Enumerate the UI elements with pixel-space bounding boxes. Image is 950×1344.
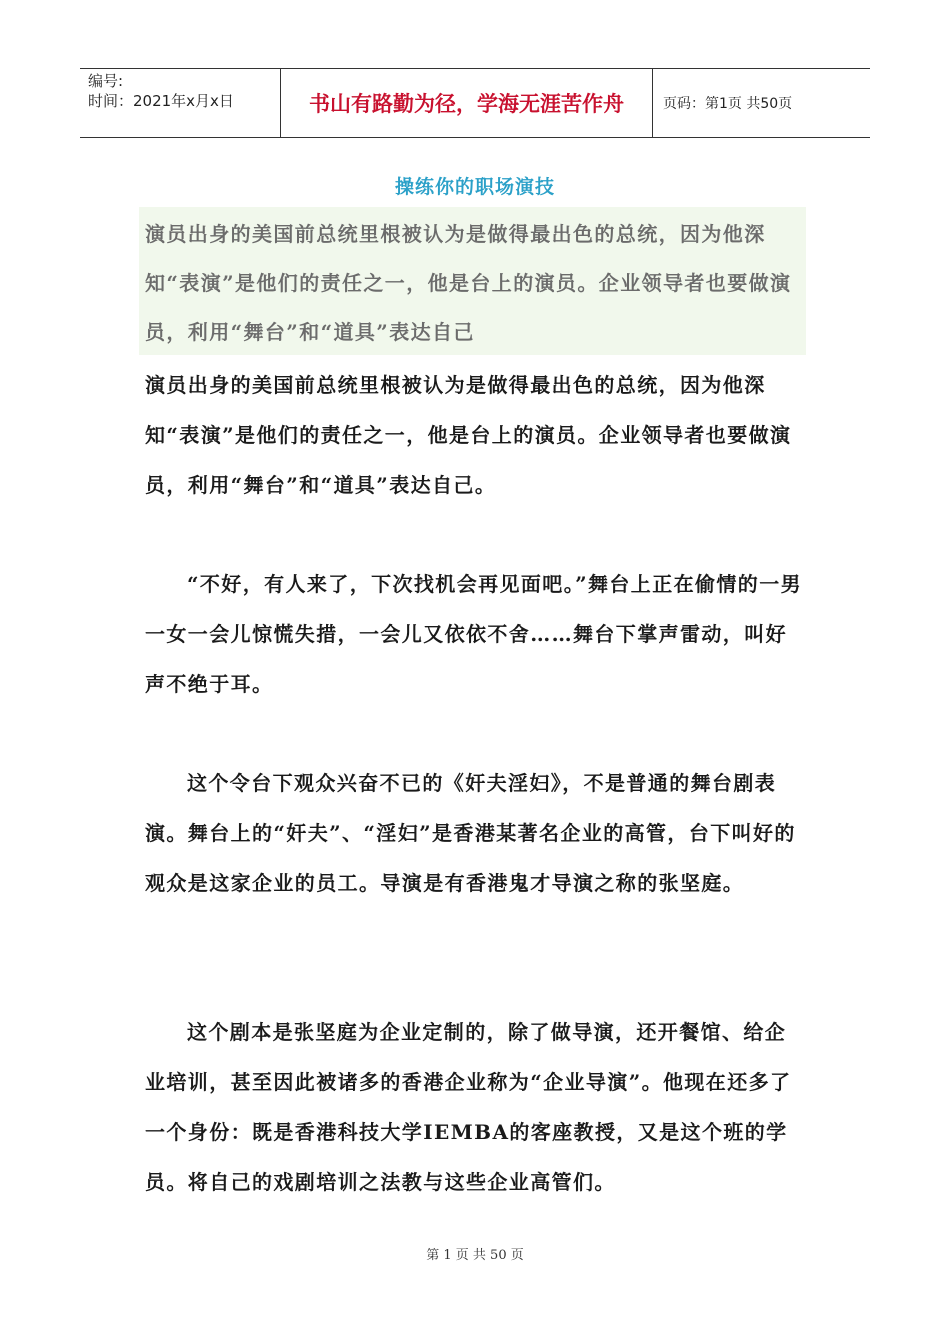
number-label: 编号: xyxy=(88,72,124,90)
header-meta xyxy=(80,69,281,137)
summary-box xyxy=(139,207,806,355)
page-footer: 第 1 页 共 50 页 xyxy=(426,1248,524,1263)
summary-text: 演员出身的美国前总统里根被认为是做得最出色的总统，因为他深知“表演”是他们的责任之一，他是台上的演员。企业领导者也要做演员，利用“舞台”和“道具”表达自己 xyxy=(145,222,792,344)
header-page-info: 页码：第1页 共50页 xyxy=(663,96,793,112)
time-label: 时间：2021年x月x日 xyxy=(88,92,234,110)
header-motto: 书山有路勤为径，学海无涯苦作舟 xyxy=(281,69,653,137)
paragraph-2: “不好，有人来了，下次找机会再见面吧。”舞台上正在偷情的一男一女一会儿惊慌失措，一会儿又依依不舍……舞台下掌声雷动，叫好声不绝于耳。 xyxy=(145,572,803,696)
document-title: 操练你的职场演技 xyxy=(394,176,555,198)
paragraph-4: 这个剧本是张坚庭为企业定制的，除了做导演，还开餐馆、给企业培训，甚至因此被诸多的香港企业称为“企业导演”。他现在还多了一个身份：既是香港科技大学IEMBA的客座教授，又是这个班的学员。将自己的戏剧培训之法教与这些企业高管们。 xyxy=(145,1020,792,1194)
paragraph-1: 演员出身的美国前总统里根被认为是做得最出色的总统，因为他深知“表演”是他们的责任之一，他是台上的演员。企业领导者也要做演员，利用“舞台”和“道具”表达自己。 xyxy=(145,373,792,497)
header-table xyxy=(80,68,870,138)
paragraph-3: 这个令台下观众兴奋不已的《奸夫淫妇》，不是普通的舞台剧表演。舞台上的“奸夫”、“淫妇”是香港某著名企业的高管，台下叫好的观众是这家企业的员工。导演是有香港鬼才导演之称的张坚庭。 xyxy=(145,771,796,895)
